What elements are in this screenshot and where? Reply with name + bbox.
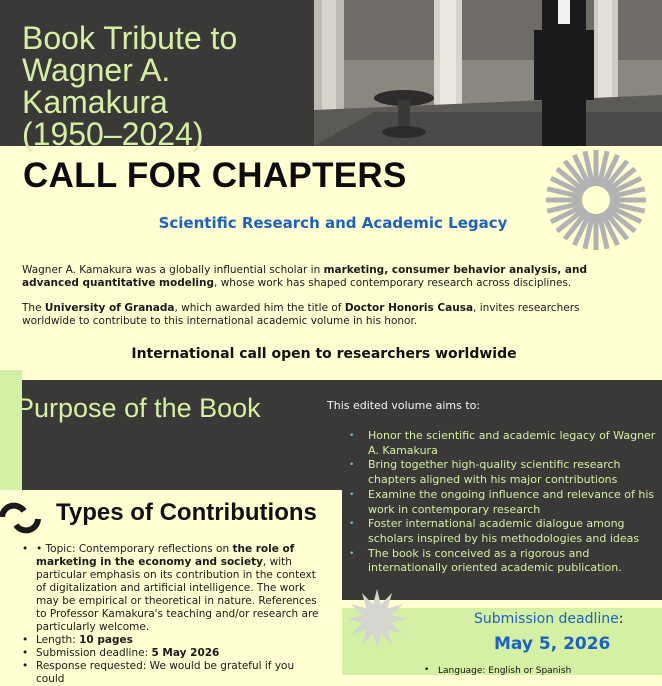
purpose-item: • Foster international academic dialogue among scholars inspired by his methodologies and ideas — [368, 517, 660, 546]
swirl-icon — [0, 497, 40, 537]
deadline-label: Submission deadline: — [36, 647, 152, 659]
p2-text-2: , which awarded him the title of — [174, 302, 345, 314]
sunburst-icon — [530, 148, 658, 252]
length-value: 10 pages — [79, 634, 133, 646]
purpose-intro: This edited volume aims to: — [327, 399, 481, 412]
title-line-2: Wagner A. Kamakura — [22, 52, 171, 120]
call-title: CALL FOR CHAPTERS — [23, 156, 407, 195]
deadline-item — [22, 647, 322, 660]
response-item: • Response requested: We would be grateful if you could — [22, 660, 322, 686]
intro-paragraph — [22, 264, 622, 290]
submission-label — [474, 611, 624, 627]
p2-bold-2: Doctor Honoris Causa — [344, 302, 474, 314]
p1-text-1: Wagner A. Kamakura was a globally influential scholar in — [22, 264, 324, 276]
topic-bold: the role of marketing in the economy and society — [36, 543, 295, 568]
purpose-item: • Honor the scientific and academic legacy of Wagner A. Kamakura — [368, 429, 660, 458]
starburst-icon — [346, 588, 408, 650]
length-item — [22, 634, 322, 647]
subtitle: Scientific Research and Academic Legacy — [158, 214, 508, 232]
purpose-list — [368, 429, 660, 576]
p2-text-3: , invites researchers worldwide to contribute to this international academic volume in his honor. — [22, 302, 580, 327]
open-call-banner: International call open to researchers worldwide — [131, 346, 517, 362]
title-line-3: (1950–2024) — [22, 116, 204, 152]
book-title — [22, 22, 322, 150]
title-line-1: Book Tribute to — [22, 20, 238, 56]
language-item: • Language: English or Spanish — [438, 666, 571, 676]
submission-date: May 5, 2026 — [494, 634, 611, 654]
invitation-paragraph — [22, 302, 622, 328]
p2-text-1: The — [22, 302, 45, 314]
p2-bold-1: University of Granada — [44, 302, 175, 314]
topic-text-2: , with particular emphasis on its contribution in the context of digitalization and artificial intelligence. The work may be empirical or theoretical in nature. References to Professor Kamakura's teaching and/or research are particularly welcome. — [36, 556, 319, 633]
topic-text-1: • Topic: Contemporary reflections on — [36, 543, 233, 555]
purpose-item: • Examine the ongoing influence and relevance of his work in contemporary research — [368, 488, 660, 517]
submission-colon: : — [618, 611, 624, 627]
purpose-title: Purpose of the Book — [16, 393, 261, 423]
purpose-item: • The book is conceived as a rigorous and internationally oriented academic publication. — [368, 547, 660, 576]
deadline-value: 5 May 2026 — [151, 647, 220, 659]
portrait-photo — [314, 0, 662, 146]
purpose-item: • Bring together high-quality scientific research chapters aligned with his major contributions — [368, 458, 660, 487]
p1-bold-1: marketing, consumer behavior analysis, and advanced quantitative modeling — [22, 264, 587, 289]
types-title: Types of Contributions — [56, 499, 317, 526]
p1-text-2: , whose work has shaped contemporary research across disciplines. — [214, 277, 572, 289]
submission-label-text: Submission deadline — [474, 611, 619, 627]
types-list — [22, 543, 322, 686]
length-label: Length: — [36, 634, 80, 646]
topic-item — [22, 543, 322, 634]
